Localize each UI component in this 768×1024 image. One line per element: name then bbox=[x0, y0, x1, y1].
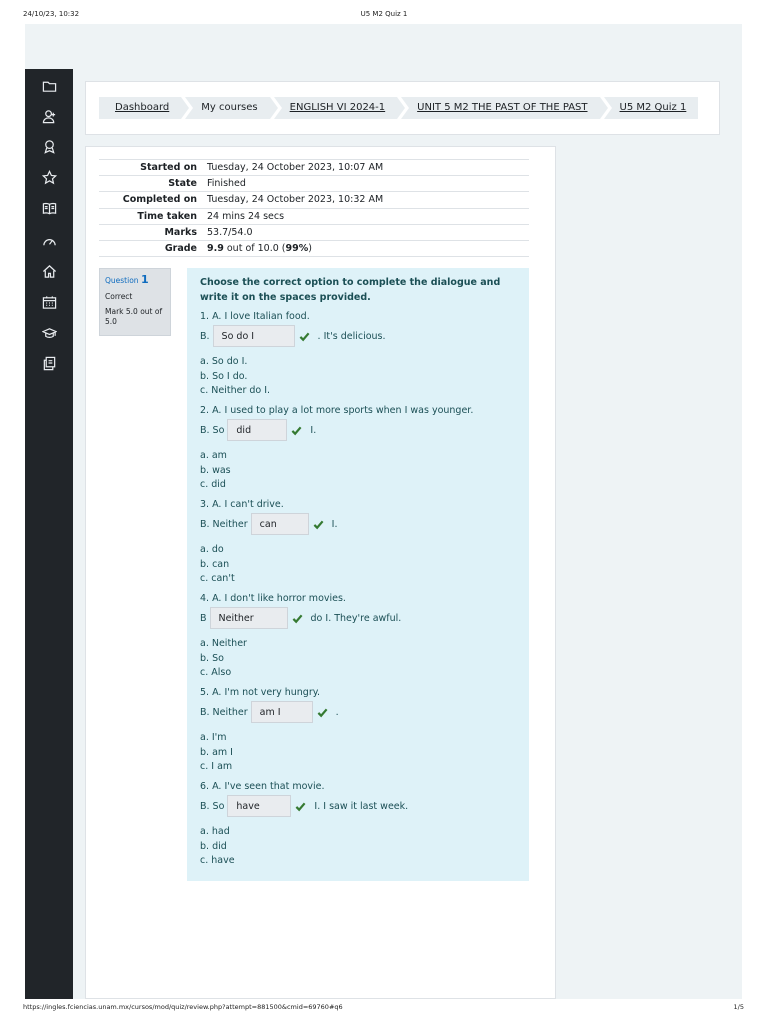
copy-icon[interactable] bbox=[40, 354, 58, 372]
answer-option: b. am I bbox=[200, 746, 233, 758]
breadcrumb-link[interactable]: ENGLISH VI 2024-1 bbox=[289, 102, 386, 113]
dialogue-line-b bbox=[200, 606, 401, 630]
answer-option: c. I am bbox=[200, 761, 233, 773]
summary-value: Tuesday, 24 October 2023, 10:32 AM bbox=[207, 192, 529, 208]
answer-option: c. can't bbox=[200, 573, 235, 585]
question-number-value: 1 bbox=[140, 273, 149, 286]
answer-option: c. Neither do I. bbox=[200, 385, 271, 397]
check-icon bbox=[313, 519, 324, 530]
dialogue-line-a: 6. A. I've seen that movie. bbox=[200, 781, 325, 792]
question-prompt: Choose the correct option to complete the dialogue and write it on the spaces provided. bbox=[200, 277, 501, 303]
dialogue-line-b bbox=[200, 794, 408, 818]
dialogue-line-a: 1. A. I love Italian food. bbox=[200, 311, 310, 322]
line-b-prefix: B. Neither bbox=[200, 518, 248, 530]
answer-option: a. am bbox=[200, 450, 227, 461]
summary-value: 24 mins 24 secs bbox=[207, 208, 529, 224]
question-mark: Mark 5.0 out of 5.0 bbox=[105, 307, 163, 326]
check-icon bbox=[317, 707, 328, 718]
line-b-suffix: do I. They're awful. bbox=[310, 612, 402, 624]
attempt-summary-table bbox=[99, 159, 529, 257]
home-icon[interactable] bbox=[40, 262, 58, 280]
answer-option: b. did bbox=[200, 840, 227, 852]
line-b-suffix: I. bbox=[310, 424, 317, 436]
sidebar bbox=[25, 69, 73, 999]
dialogue-line-a: 2. A. I used to play a lot more sports when I was younger. bbox=[200, 405, 474, 416]
answer-input[interactable]: have bbox=[227, 795, 291, 817]
breadcrumb-item-my-courses bbox=[185, 97, 269, 119]
question-status: Correct bbox=[105, 292, 133, 302]
summary-label: Marks bbox=[99, 224, 207, 240]
dialogue-line-b bbox=[200, 700, 339, 724]
summary-label: Time taken bbox=[99, 208, 207, 224]
breadcrumb-text: My courses bbox=[201, 102, 258, 113]
grade-out-of: out of 10.0 ( bbox=[223, 243, 286, 255]
grade-percent: 99% bbox=[285, 243, 309, 255]
line-b-prefix: B bbox=[200, 612, 207, 624]
dialogue-line-b bbox=[200, 512, 337, 536]
summary-value: Finished bbox=[207, 176, 529, 192]
check-icon bbox=[295, 801, 306, 812]
summary-label: Started on bbox=[99, 160, 207, 176]
answer-option: a. do bbox=[200, 544, 224, 555]
book-icon[interactable] bbox=[40, 199, 58, 217]
line-b-prefix: B. So bbox=[200, 800, 225, 812]
breadcrumb-item-unit[interactable] bbox=[401, 97, 599, 119]
summary-row-marks bbox=[99, 224, 529, 240]
summary-row-grade bbox=[99, 240, 529, 256]
summary-row-completed bbox=[99, 192, 529, 208]
calendar-icon[interactable] bbox=[40, 293, 58, 311]
breadcrumb bbox=[99, 97, 702, 119]
summary-label: Grade bbox=[99, 240, 207, 256]
star-icon[interactable] bbox=[40, 168, 58, 186]
user-icon[interactable] bbox=[40, 107, 58, 125]
folder-icon[interactable] bbox=[40, 77, 58, 95]
question-info-box bbox=[99, 268, 171, 336]
answer-option: b. So bbox=[200, 652, 224, 664]
line-b-suffix: I. bbox=[331, 518, 338, 530]
line-b-prefix: B. So bbox=[200, 424, 225, 436]
answer-input[interactable]: am I bbox=[251, 701, 313, 723]
answer-option: b. So I do. bbox=[200, 370, 248, 382]
answer-input[interactable]: Neither bbox=[210, 607, 288, 629]
graduation-cap-icon[interactable] bbox=[40, 324, 58, 342]
summary-row-started bbox=[99, 160, 529, 176]
summary-row-state bbox=[99, 176, 529, 192]
answer-option: b. can bbox=[200, 558, 230, 570]
breadcrumb-link[interactable]: U5 M2 Quiz 1 bbox=[619, 102, 687, 113]
answer-option: a. So do I. bbox=[200, 356, 248, 367]
line-b-prefix: B. Neither bbox=[200, 706, 248, 718]
dialogue-line-b bbox=[200, 418, 316, 442]
summary-label: State bbox=[99, 176, 207, 192]
answer-option: a. Neither bbox=[200, 638, 247, 649]
breadcrumb-item-course[interactable] bbox=[274, 97, 398, 119]
breadcrumb-item-dashboard[interactable] bbox=[99, 97, 181, 119]
grade-close: ) bbox=[308, 243, 312, 255]
dialogue-line-a: 5. A. I'm not very hungry. bbox=[200, 687, 321, 698]
answer-option: c. Also bbox=[200, 667, 232, 679]
question-label: Question bbox=[105, 276, 139, 285]
summary-label: Completed on bbox=[99, 192, 207, 208]
answer-input[interactable]: did bbox=[227, 419, 287, 441]
breadcrumb-link[interactable]: UNIT 5 M2 THE PAST OF THE PAST bbox=[417, 102, 588, 113]
dialogue-line-b bbox=[200, 324, 386, 348]
dashboard-gauge-icon[interactable] bbox=[40, 232, 58, 250]
breadcrumb-item-quiz[interactable] bbox=[604, 97, 699, 119]
answer-option: a. had bbox=[200, 826, 230, 837]
check-icon bbox=[292, 613, 303, 624]
line-b-suffix: I. I saw it last week. bbox=[314, 800, 409, 812]
answer-option: c. did bbox=[200, 479, 226, 491]
summary-value: 53.7/54.0 bbox=[207, 224, 529, 240]
line-b-suffix: . It's delicious. bbox=[317, 330, 386, 342]
answer-option: b. was bbox=[200, 464, 231, 476]
summary-row-time-taken bbox=[99, 208, 529, 224]
print-datetime: 24/10/23, 10:32 bbox=[23, 10, 80, 18]
answer-option: a. I'm bbox=[200, 732, 227, 743]
answer-input[interactable]: can bbox=[251, 513, 309, 535]
check-icon bbox=[299, 331, 310, 342]
print-url: https://ingles.fciencias.unam.mx/cursos/mod/quiz/review.php?attempt=881500&cmid=69760#q6 bbox=[23, 1003, 343, 1011]
answer-input[interactable]: So do I bbox=[213, 325, 295, 347]
line-b-prefix: B. bbox=[200, 330, 210, 342]
dialogue-line-a: 3. A. I can't drive. bbox=[200, 499, 284, 510]
line-b-suffix: . bbox=[335, 706, 339, 718]
answer-option: c. have bbox=[200, 855, 235, 867]
summary-value: Tuesday, 24 October 2023, 10:07 AM bbox=[207, 160, 529, 176]
summary-value-grade bbox=[207, 240, 529, 256]
check-icon bbox=[291, 425, 302, 436]
badge-icon[interactable] bbox=[40, 137, 58, 155]
question-number bbox=[105, 273, 165, 287]
print-title: U5 M2 Quiz 1 bbox=[360, 10, 408, 18]
breadcrumb-link[interactable]: Dashboard bbox=[115, 102, 170, 113]
dialogue-line-a: 4. A. I don't like horror movies. bbox=[200, 593, 346, 604]
print-page-number: 1/5 bbox=[733, 1003, 744, 1011]
grade-score: 9.9 bbox=[207, 243, 224, 255]
